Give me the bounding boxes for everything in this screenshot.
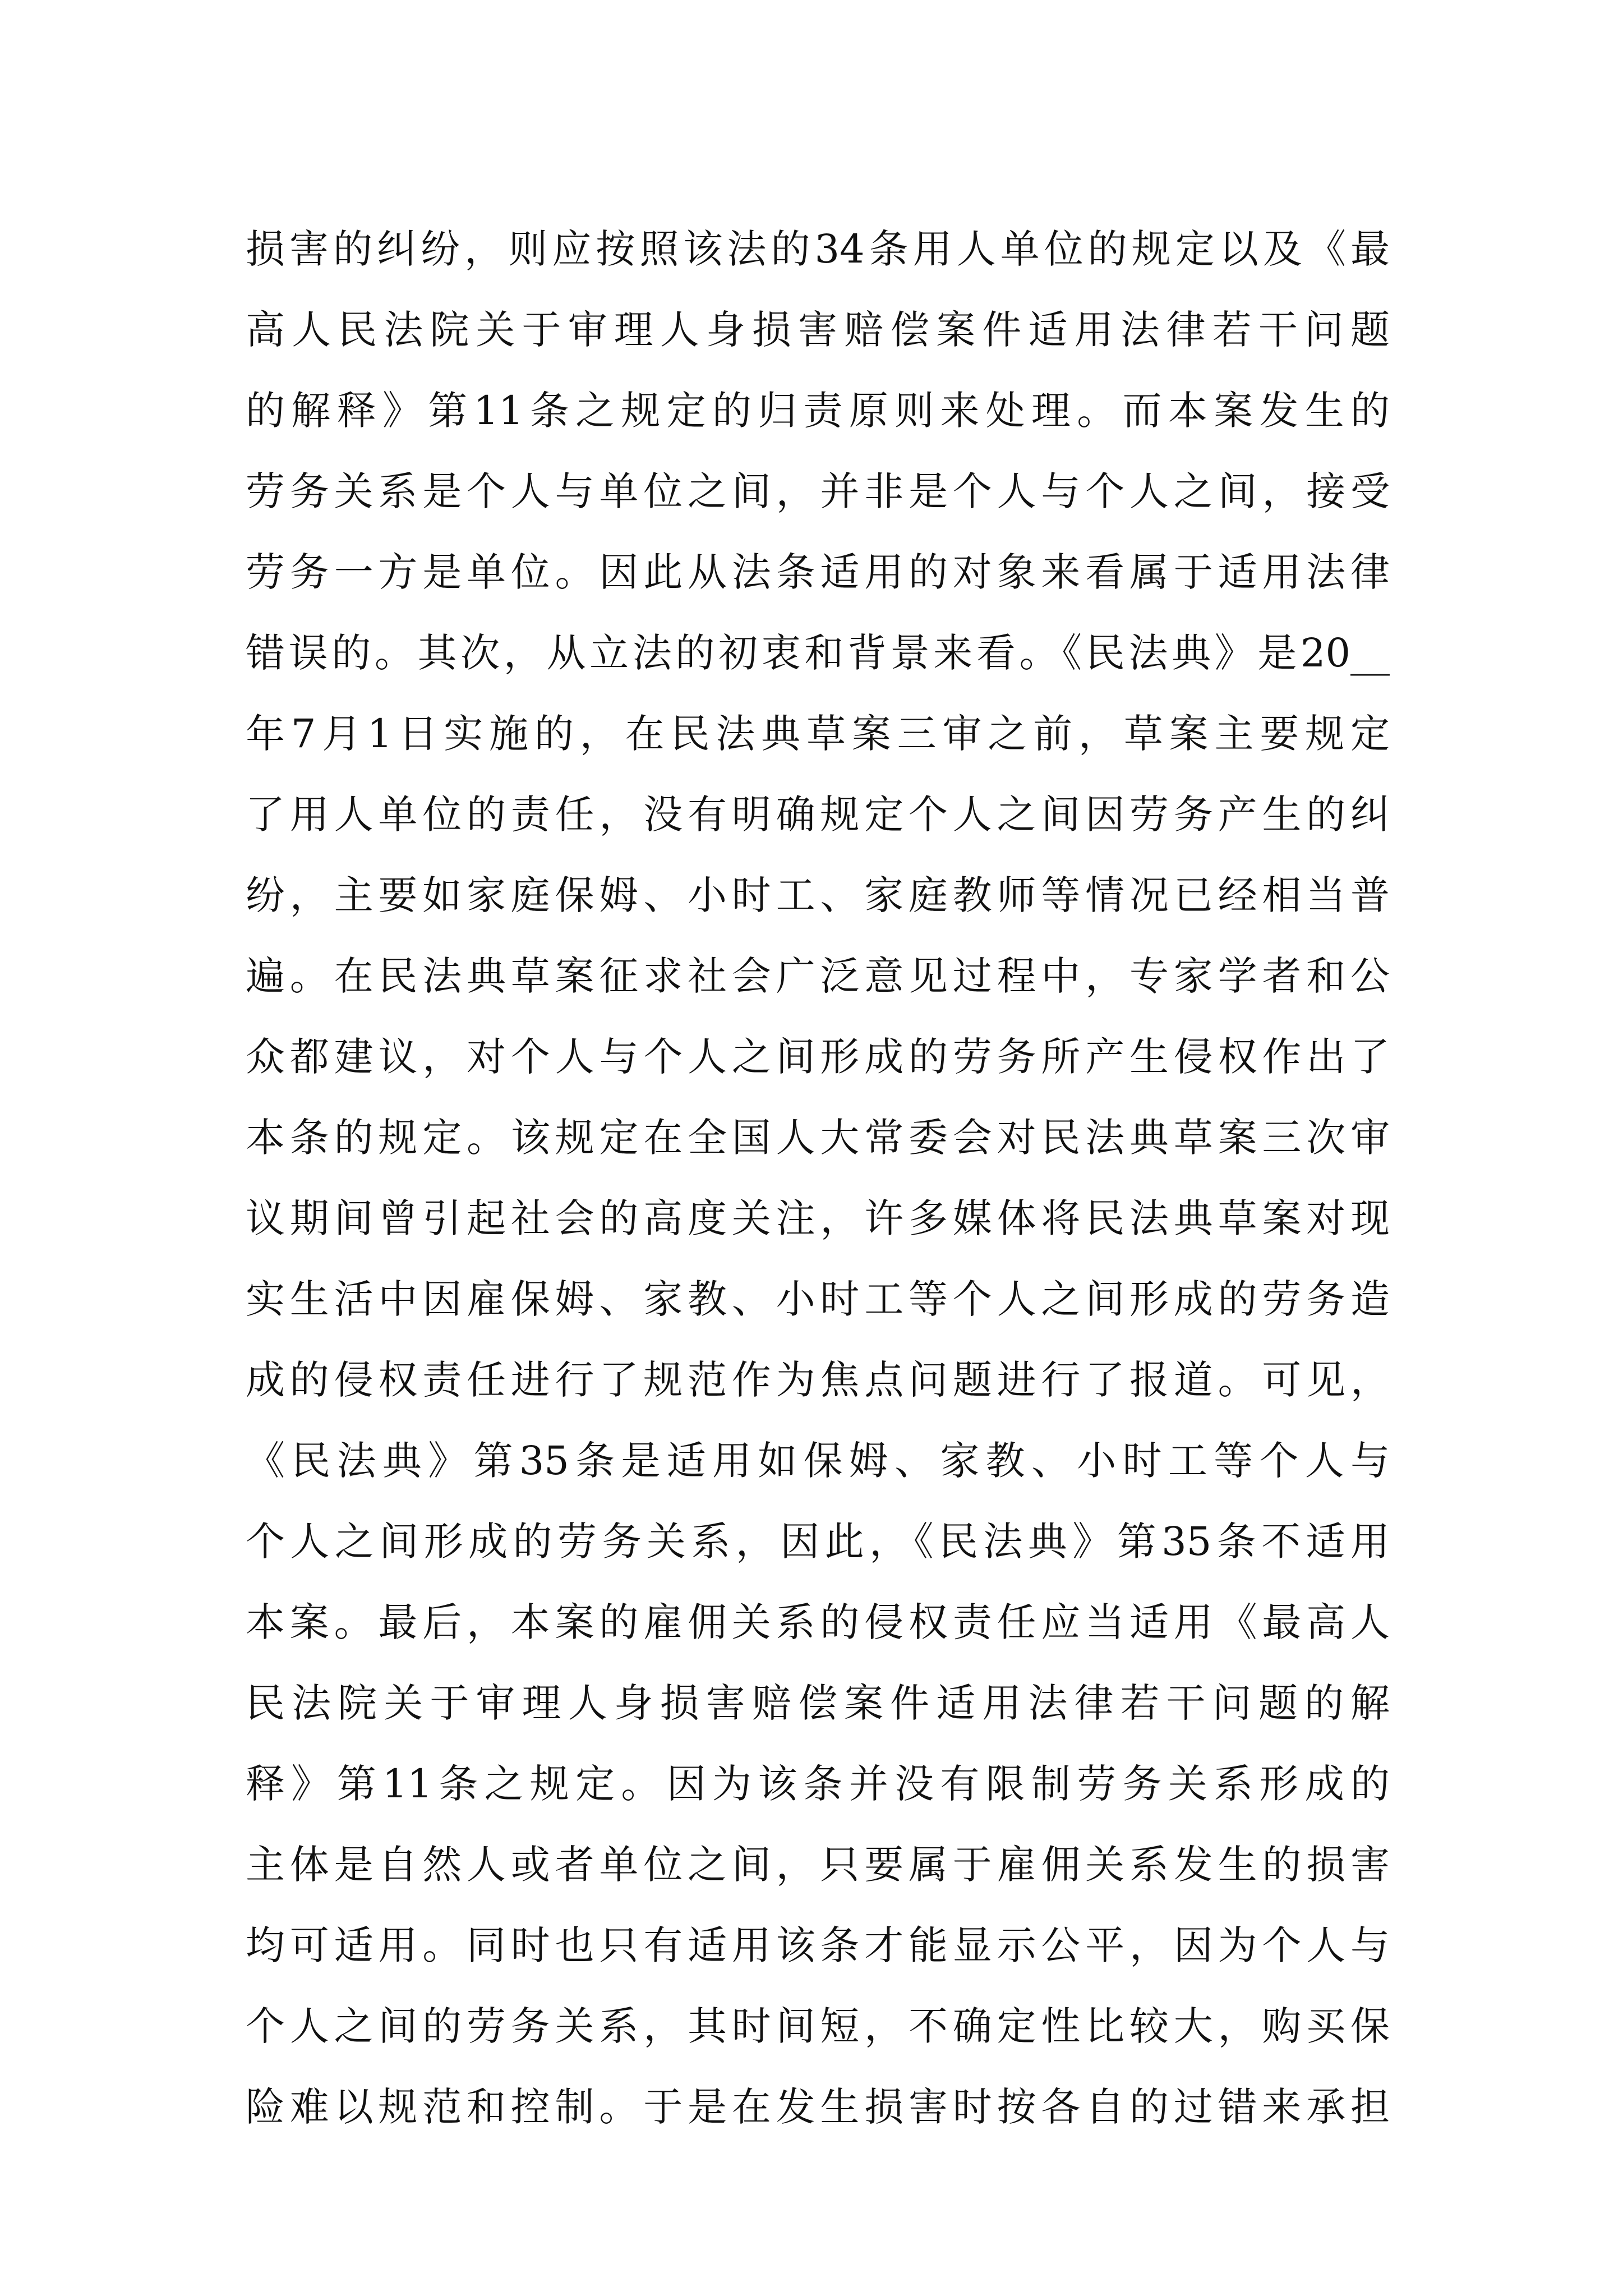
text-line-7: 年7月1日实施的，在民法典草案三审之前，草案主要规定: [246, 711, 1390, 757]
text-line-21: 主体是自然人或者单位之间，只要属于雇佣关系发生的损害: [246, 1842, 1390, 1888]
text-line-1: 损害的纠纷，则应按照该法的34条用人单位的规定以及《最: [246, 226, 1390, 272]
text-line-23: 个人之间的劳务关系，其时间短，不确定性比较大，购买保: [246, 2003, 1390, 2049]
text-line-15: 成的侵权责任进行了规范作为焦点问题进行了报道。可见，: [246, 1357, 1390, 1403]
text-line-4: 劳务关系是个人与单位之间，并非是个人与个人之间，接受: [246, 468, 1390, 514]
text-line-9: 纷，主要如家庭保姆、小时工、家庭教师等情况已经相当普: [246, 872, 1390, 918]
text-line-16: 《民法典》第35条是适用如保姆、家教、小时工等个人与: [246, 1438, 1390, 1484]
text-line-3: 的解释》第11条之规定的归责原则来处理。而本案发生的: [246, 388, 1390, 434]
body-text: [246, 209, 1390, 2147]
text-line-5: 劳务一方是单位。因此从法条适用的对象来看属于适用法律: [246, 549, 1390, 595]
text-line-8: 了用人单位的责任，没有明确规定个人之间因劳务产生的纠: [246, 792, 1390, 838]
text-line-18: 本案。最后，本案的雇佣关系的侵权责任应当适用《最高人: [246, 1599, 1390, 1645]
text-line-13: 议期间曾引起社会的高度关注，许多媒体将民法典草案对现: [246, 1195, 1390, 1241]
text-line-12: 本条的规定。该规定在全国人大常委会对民法典草案三次审: [246, 1115, 1390, 1161]
text-line-17: 个人之间形成的劳务关系，因此，《民法典》第35条不适用: [246, 1519, 1390, 1565]
text-line-22: 均可适用。同时也只有适用该条才能显示公平，因为个人与: [246, 1922, 1390, 1968]
text-line-14: 实生活中因雇保姆、家教、小时工等个人之间形成的劳务造: [246, 1276, 1390, 1322]
text-line-11: 众都建议，对个人与个人之间形成的劳务所产生侵权作出了: [246, 1034, 1390, 1080]
text-line-24: 险难以规范和控制。于是在发生损害时按各自的过错来承担: [246, 2084, 1390, 2130]
text-line-20: 释》第11条之规定。因为该条并没有限制劳务关系形成的: [246, 1761, 1390, 1807]
text-line-19: 民法院关于审理人身损害赔偿案件适用法律若干问题的解: [246, 1680, 1390, 1726]
text-line-10: 遍。在民法典草案征求社会广泛意见过程中，专家学者和公: [246, 953, 1390, 999]
text-line-2: 高人民法院关于审理人身损害赔偿案件适用法律若干问题: [246, 307, 1390, 353]
text-line-6: 错误的。其次，从立法的初衷和背景来看。《民法典》是20__: [246, 630, 1390, 676]
